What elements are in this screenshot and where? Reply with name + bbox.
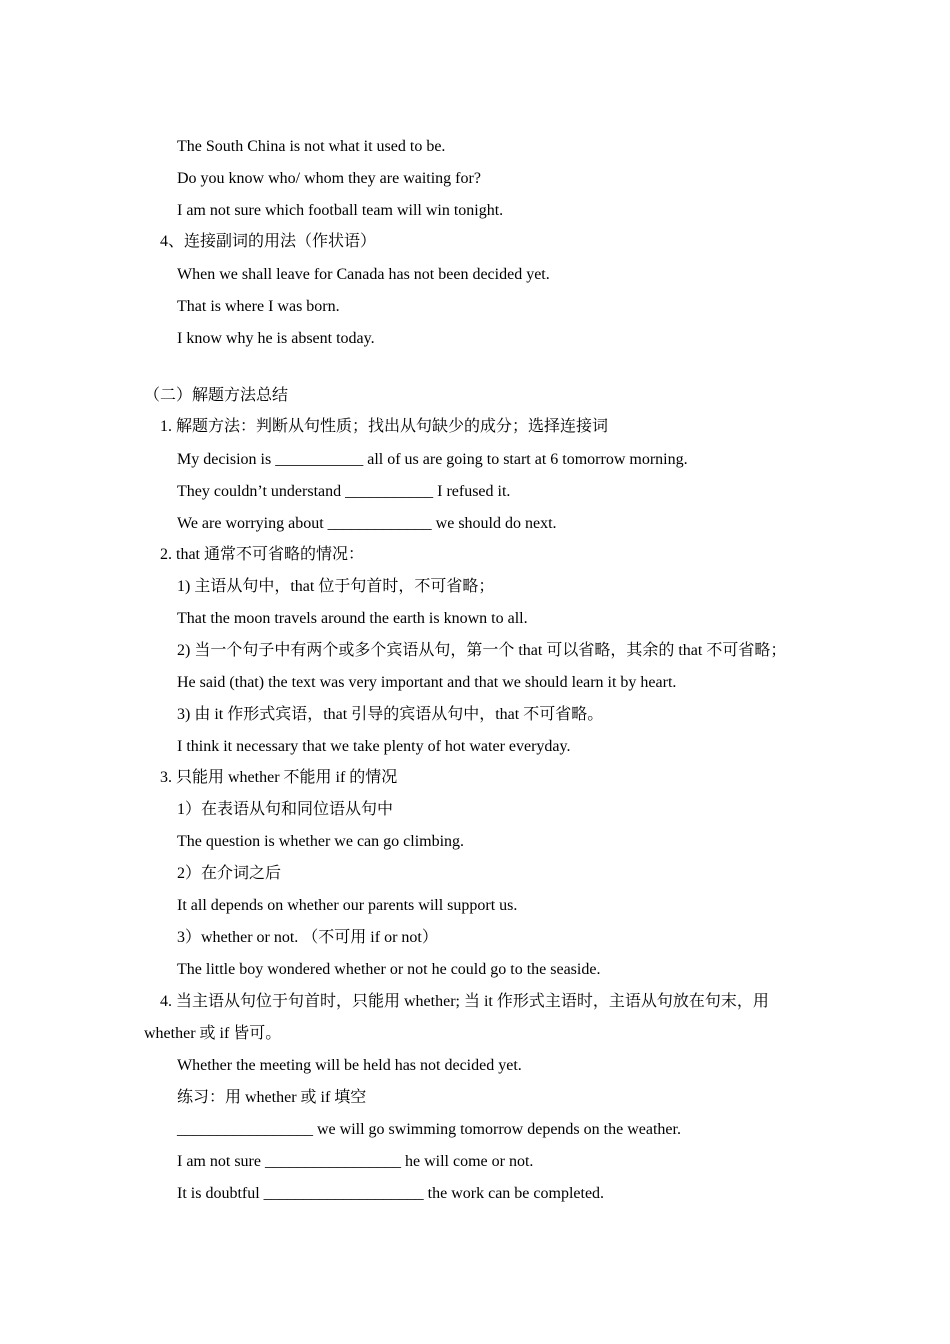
item-title-continued: whether 或 if 皆可。 (144, 1025, 282, 1042)
example-sentence: That is where I was born. (177, 298, 340, 315)
exercise-sentence: We are worrying about _____________ we should do next. (177, 515, 557, 532)
example-sentence: It all depends on whether our parents will support us. (177, 897, 518, 914)
rule-text: 1) 主语从句中，that 位于句首时，不可省略； (177, 578, 495, 595)
example-sentence: The question is whether we can go climbing. (177, 833, 465, 850)
example-sentence: I think it necessary that we take plenty of hot water everyday. (177, 738, 571, 755)
exercise-sentence: I am not sure _________________ he will come or not. (177, 1153, 534, 1170)
example-sentence: The South China is not what it used to be. (177, 138, 446, 155)
example-sentence: He said (that) the text was very important and that we should learn it by heart. (177, 674, 677, 691)
example-sentence: That the moon travels around the earth is known to all. (177, 610, 528, 627)
rule-text: 2）在介词之后 (177, 865, 282, 882)
section-heading: （二）解题方法总结 (144, 387, 289, 404)
exercise-sentence: It is doubtful ____________________ the work can be completed. (177, 1185, 605, 1202)
example-sentence: The little boy wondered whether or not he could go to the seaside. (177, 961, 601, 978)
item-title: 2. that 通常不可省略的情况： (160, 546, 364, 563)
item-title: 1. 解题方法：判断从句性质；找出从句缺少的成分；选择连接词 (160, 418, 609, 435)
rule-text: 3）whether or not. （不可用 if or not） (177, 929, 438, 946)
example-sentence: Do you know who/ whom they are waiting for? (177, 170, 481, 187)
exercise-sentence: _________________ we will go swimming tomorrow depends on the weather. (177, 1121, 681, 1138)
item-title: 4. 当主语从句位于句首时，只能用 whether; 当 it 作形式主语时，主语从句放在句末，用 (160, 993, 769, 1010)
example-sentence: I am not sure which football team will win tonight. (177, 202, 504, 219)
rule-text: 1）在表语从句和同位语从句中 (177, 801, 394, 818)
exercise-sentence: My decision is ___________ all of us are going to start at 6 tomorrow morning. (177, 451, 688, 468)
rule-text: 3) 由 it 作形式宾语，that 引导的宾语从句中，that 不可省略。 (177, 706, 604, 723)
rule-text: 2) 当一个句子中有两个或多个宾语从句，第一个 that 可以省略，其余的 that 不可省略； (177, 642, 787, 659)
item-title: 4、连接副词的用法（作状语） (160, 233, 377, 250)
exercise-sentence: They couldn’t understand ___________ I refused it. (177, 483, 511, 500)
example-sentence: When we shall leave for Canada has not been decided yet. (177, 266, 550, 283)
example-sentence: Whether the meeting will be held has not decided yet. (177, 1057, 522, 1074)
example-sentence: I know why he is absent today. (177, 330, 375, 347)
practice-title: 练习：用 whether 或 if 填空 (177, 1089, 367, 1106)
item-title: 3. 只能用 whether 不能用 if 的情况 (160, 769, 398, 786)
